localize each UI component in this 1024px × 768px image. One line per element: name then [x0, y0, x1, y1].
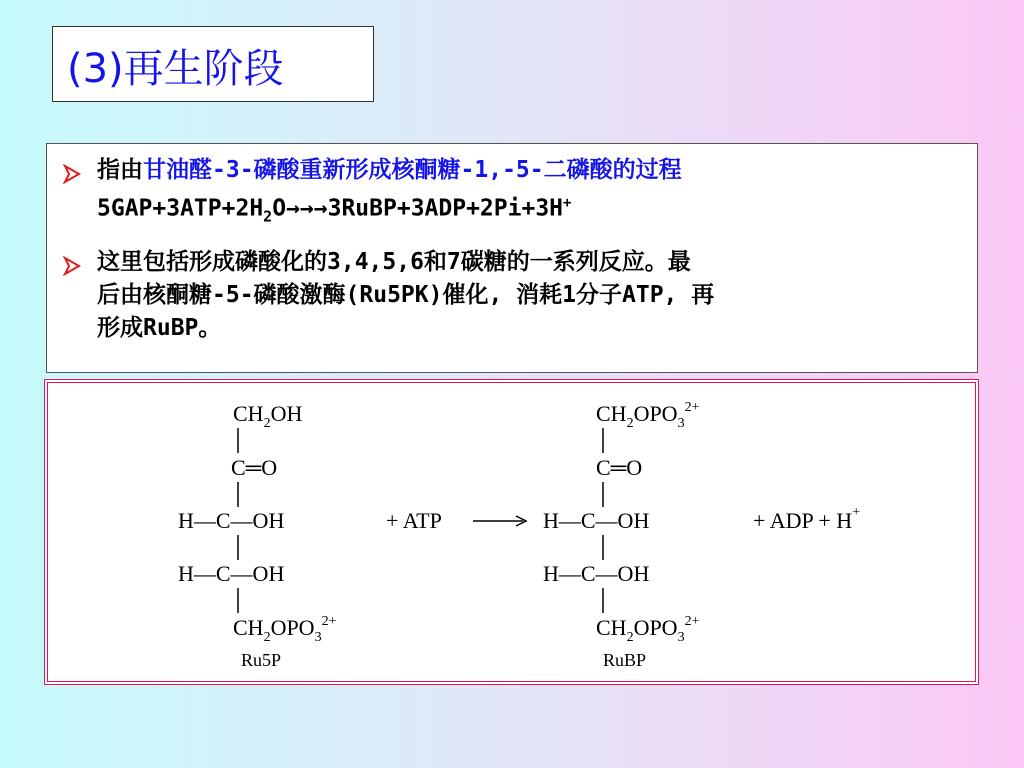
svg-text:CH2OH: $CH_2OH$: [233, 401, 303, 431]
plus-atp: + ATP: [386, 508, 442, 533]
svg-text:CH2OPO32+: $CH_2OPO_3^{2+}$: [596, 614, 700, 645]
svg-text:CH2OPO32+: $CH_2OPO_3^{2+}$: [596, 400, 700, 431]
svg-text:H—C—OH: H—C—OH: [543, 561, 650, 586]
bullet-1: 指由甘油醛-3-磷酸重新形成核酮糖-1,-5-二磷酸的过程 $5GAP+3ATP+2H_2O\to\to\to 3RuBP+3ADP+2Pi+3H^+$: [97, 154, 972, 233]
svg-text:H—C—OH: H—C—OH: [178, 561, 285, 586]
right-molecule: [543, 400, 700, 670]
products: + ADP + H+: [753, 505, 861, 533]
highlight-text: 甘油醛-3-磷酸重新形成核酮糖-1,-5-二磷酸的过程: [143, 157, 682, 183]
reaction-diagram-box: [44, 379, 979, 685]
reaction-diagram: [48, 383, 975, 681]
svg-text:C═O: C═O: [596, 455, 643, 480]
svg-text:CH2OPO32+: $CH_2OPO_3^{2+}$: [233, 614, 337, 645]
equation-line: $5GAP+3ATP+2H_2O\to\to\to 3RuBP+3ADP+2Pi+3H^+$: [97, 195, 572, 226]
right-molecule-name: RuBP: [603, 650, 647, 670]
slide-title: (3)再生阶段: [67, 46, 284, 92]
title-box: [52, 26, 374, 102]
arrow-bullet-icon: [63, 256, 81, 276]
svg-text:H—C—OH: H—C—OH: [543, 508, 650, 533]
svg-text:C═O: C═O: [231, 455, 278, 480]
arrow-bullet-icon: [63, 164, 81, 184]
left-molecule: [178, 401, 337, 670]
left-molecule-name: Ru5P: [241, 650, 282, 670]
text-box: [46, 143, 978, 373]
svg-text:H—C—OH: H—C—OH: [178, 508, 285, 533]
arrows: →→→: [286, 195, 328, 222]
bullet-2: 这里包括形成磷酸化的3,4,5,6和7碳糖的一系列反应。最 后由核酮糖-5-磷酸激酶(Ru5PK)催化, 消耗1分子ATP, 再 形成RuBP。: [97, 249, 715, 341]
